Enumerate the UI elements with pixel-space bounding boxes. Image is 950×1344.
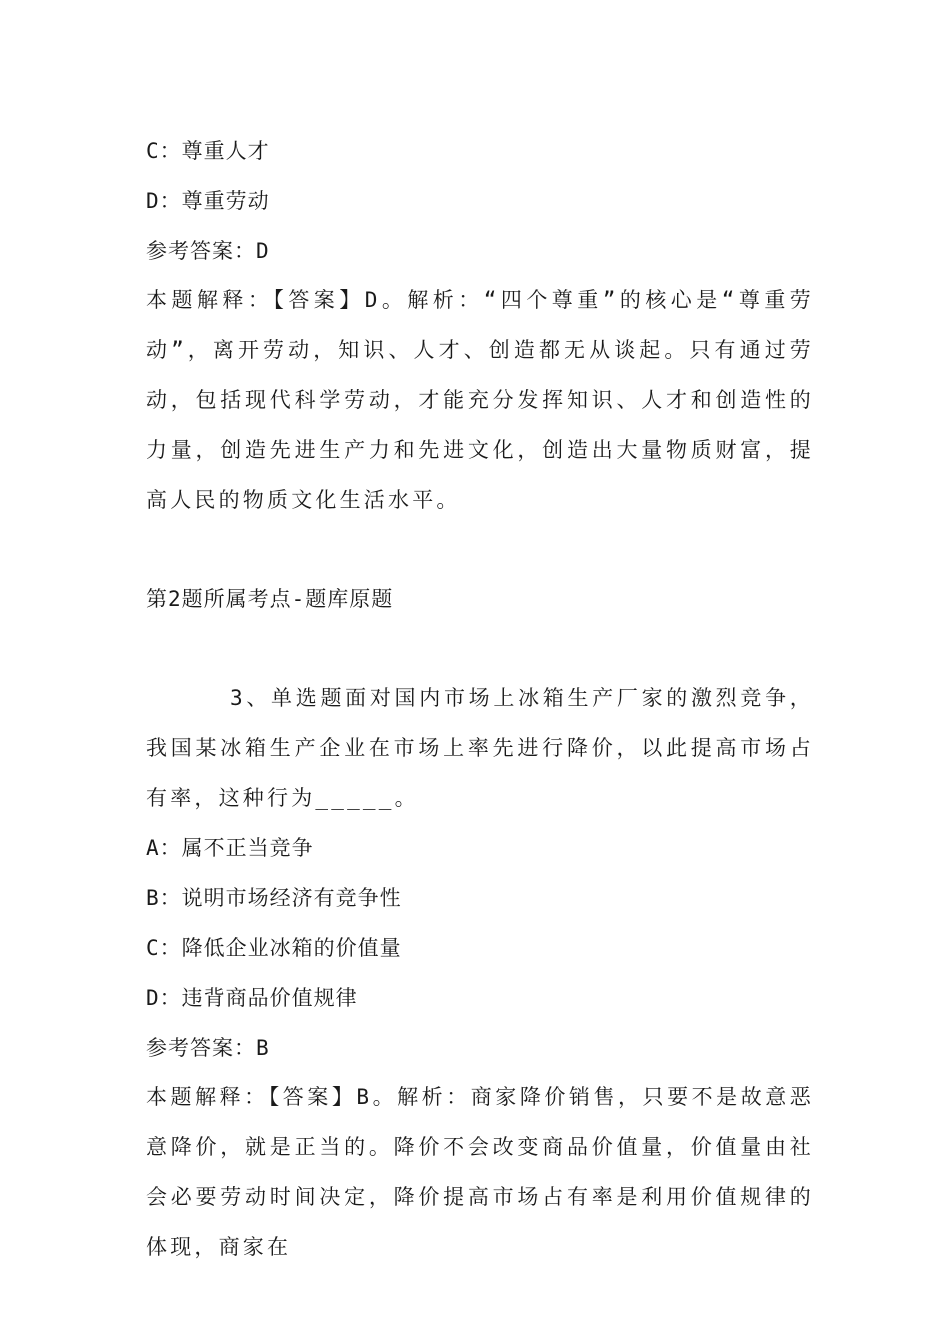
answer-explanation: 本题解释：【答案】B。解析：商家降价销售，只要不是故意恶意降价，就是正当的。降价不会改变商品价值量，价值量由社会必要劳动时间决定，降价提高市场占有率是利用价值规律的体现，商家在 [146, 1085, 814, 1259]
option-b: B：说明市场经济有竞争性 [146, 886, 402, 910]
option-a: A：属不正当竞争 [146, 836, 314, 860]
option-d: D：违背商品价值规律 [146, 986, 358, 1010]
option-d: D：尊重劳动 [146, 189, 270, 213]
option-c: C：降低企业冰箱的价值量 [146, 936, 402, 960]
question-stem: 3、单选题面对国内市场上冰箱生产厂家的激烈竞争，我国某冰箱生产企业在市场上率先进行降价，以此提高市场占有率，这种行为_____。 [146, 686, 814, 810]
answer-explanation: 本题解释：【答案】D。解析：“四个尊重”的核心是“尊重劳动”，离开劳动，知识、人才、创造都无从谈起。只有通过劳动，包括现代科学劳动，才能充分发挥知识、人才和创造性的力量，创造先进生产力和先进文化，创造出大量物质财富，提高人民的物质文化生活水平。 [146, 288, 814, 512]
topic-note: 第2题所属考点-题库原题 [146, 587, 394, 611]
reference-answer: 参考答案：B [146, 1036, 270, 1060]
option-c: C：尊重人才 [146, 139, 270, 163]
reference-answer: 参考答案：D [146, 239, 270, 263]
